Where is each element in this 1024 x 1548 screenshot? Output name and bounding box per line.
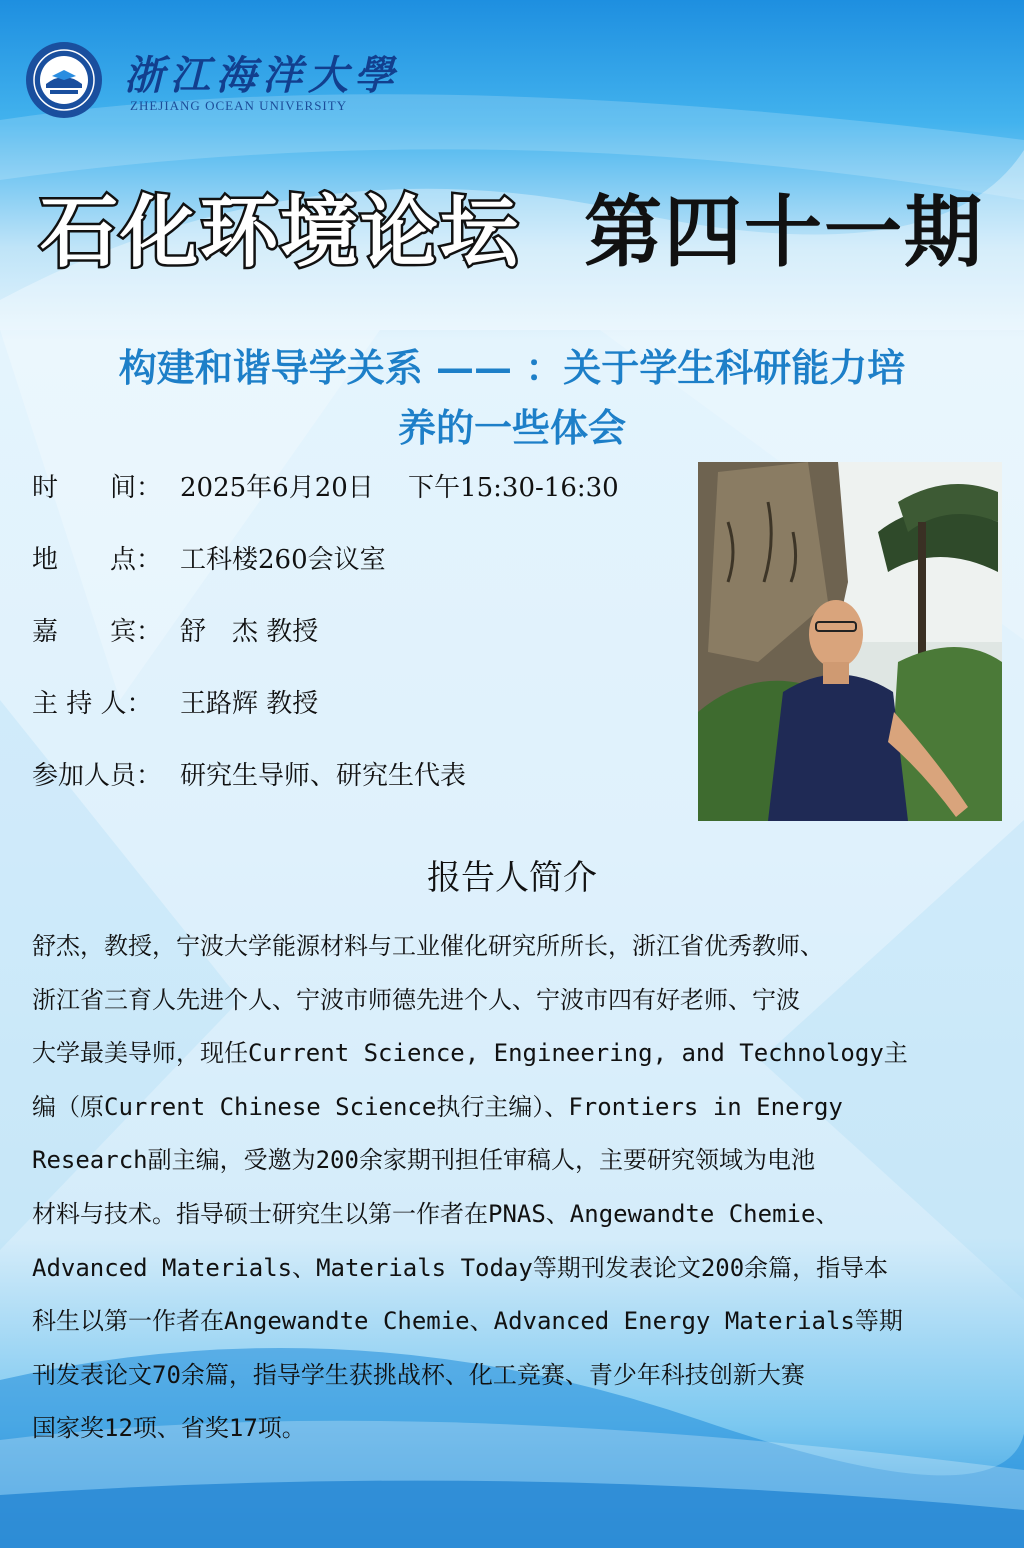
bio-line: 浙江省三育人先进个人、宁波市师德先进个人、宁波市四有好老师、宁波 (32, 985, 800, 1014)
university-name-cn: 浙江海洋大學 (124, 52, 400, 99)
info-row-time (32, 466, 619, 538)
bio-line: 刊发表论文70余篇，指导学生获挑战杯、化工竞赛、青少年科技创新大赛 (32, 1360, 805, 1389)
info-value: 研究生导师、研究生代表 (180, 761, 467, 791)
info-row-host (32, 682, 619, 754)
bio-line: 舒杰，教授，宁波大学能源材料与工业催化研究所所长，浙江省优秀教师、 (32, 932, 824, 960)
university-seal-icon (24, 40, 104, 120)
info-label: 时 间： (32, 473, 163, 503)
talk-title-line: 构建和谐导学关系 —— ：关于学生科研能力培 (118, 345, 906, 390)
bio-line: 材料与技术。指导硕士研究生以第一作者在PNAS、Angewandte Chemie、 (32, 1199, 840, 1228)
info-value: 舒 杰 教授 (180, 617, 319, 647)
forum-name: 石化环境论坛 (39, 188, 520, 278)
info-label: 嘉 宾： (32, 617, 163, 647)
info-label: 参加人员： (32, 761, 163, 791)
info-label: 地 点： (32, 545, 163, 575)
bio-line: Advanced Materials、Materials Today等期刊发表论文200余篇，指导本 (32, 1253, 889, 1282)
info-row-guest (32, 610, 619, 682)
talk-title-line: 养的一些体会 (397, 405, 626, 450)
info-row-attendees (32, 754, 619, 826)
info-value: 工科楼260会议室 (180, 545, 386, 575)
bio-line: 国家奖12项、省奖17项。 (32, 1414, 306, 1443)
bio-line: Research副主编，受邀为200余家期刊担任审稿人，主要研究领域为电池 (32, 1146, 815, 1175)
event-info (32, 466, 619, 826)
info-value: 王路辉 教授 (180, 689, 319, 719)
info-row-place (32, 538, 619, 610)
university-name-en: ZHEJIANG OCEAN UNIVERSITY (130, 98, 348, 113)
forum-issue: 第四十一期 (584, 188, 985, 278)
bio-line: 科生以第一作者在Angewandte Chemie、Advanced Energy Materials等期 (32, 1307, 903, 1336)
bio-text (32, 920, 994, 1456)
speaker-photo (698, 462, 1002, 821)
bio-line: 大学最美导师，现任Current Science, Engineering, and Technology主 (32, 1039, 908, 1068)
bio-heading: 报告人简介 (427, 858, 597, 898)
talk-title (40, 338, 984, 458)
info-value: 2025年6月20日 下午15:30-16:30 (180, 473, 619, 503)
info-label: 主 持 人： (32, 689, 153, 719)
bio-line: 编（原Current Chinese Science执行主编）、Frontiers in Energy (32, 1092, 843, 1121)
forum-title (0, 170, 1024, 282)
